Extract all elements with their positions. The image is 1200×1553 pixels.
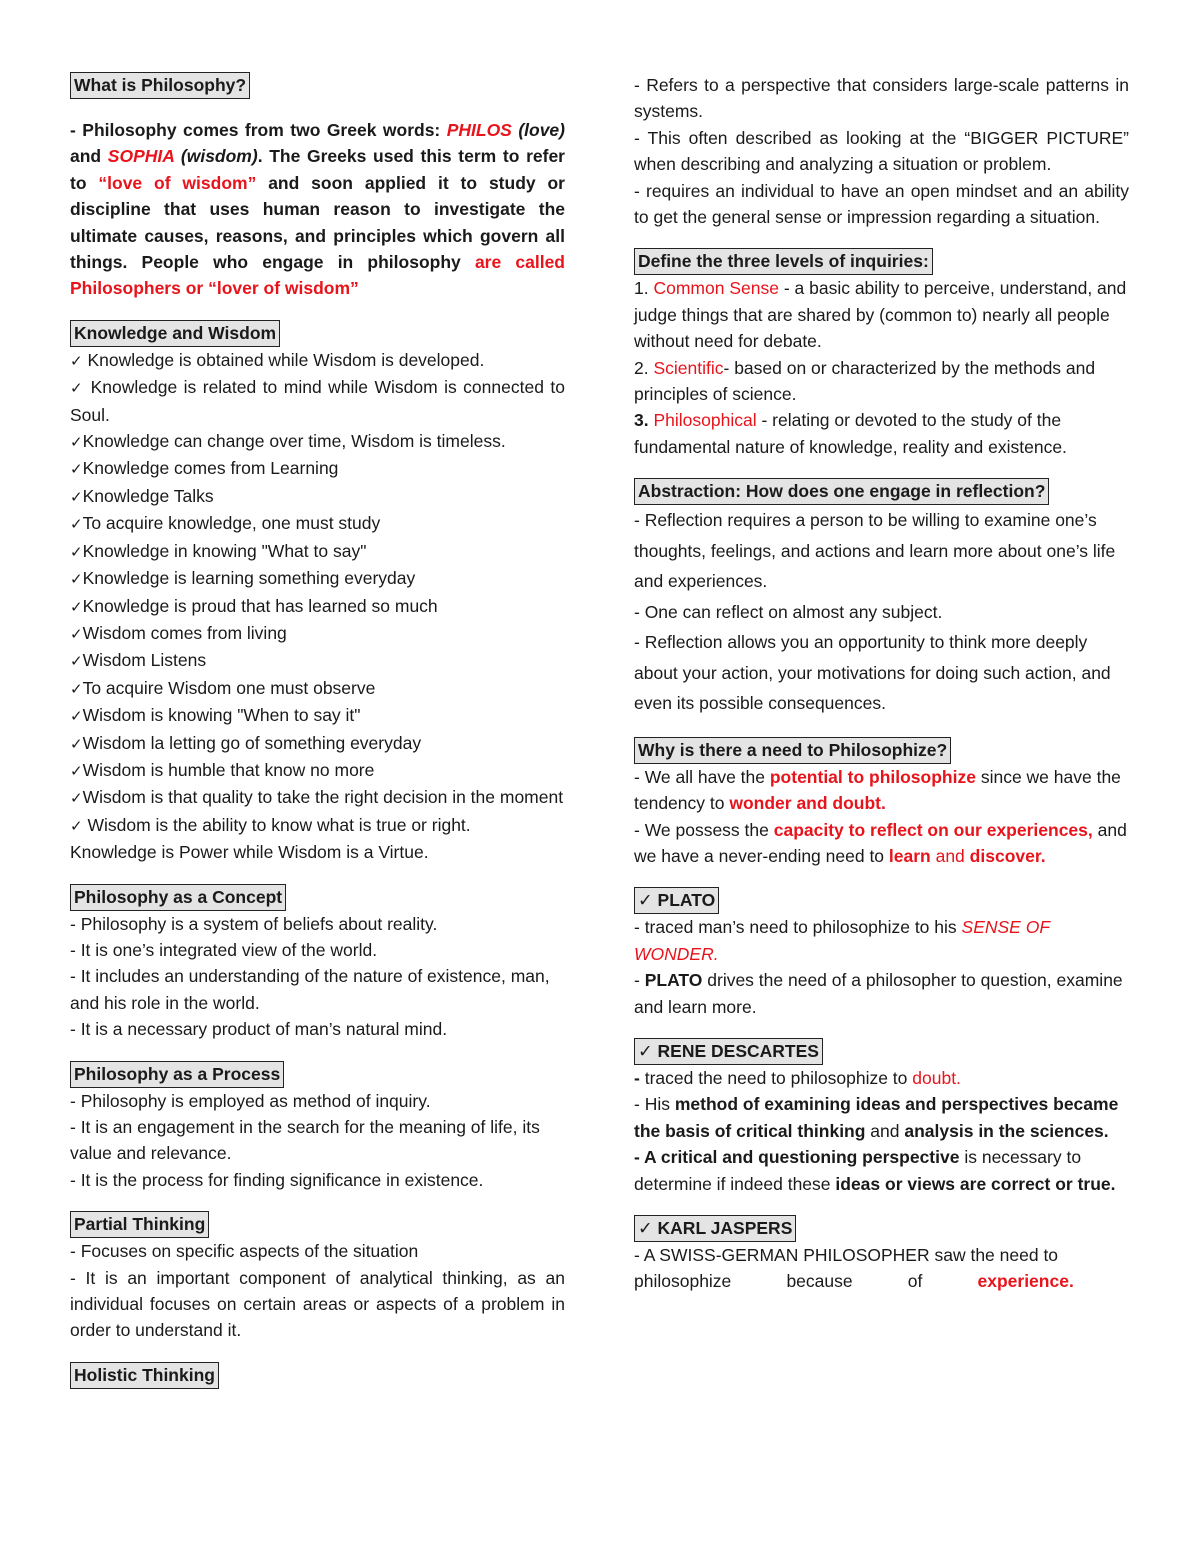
knowledge-wisdom-item: ✓Knowledge Talks	[70, 485, 214, 506]
process-line: - Philosophy is employed as method of inquiry.	[70, 1090, 431, 1111]
knowledge-wisdom-list	[70, 347, 565, 839]
level-scientific: 2. Scientific- based on or characterized by the methods and principles of science.	[634, 357, 1096, 405]
knowledge-wisdom-item: ✓Knowledge is proud that has learned so much	[70, 595, 438, 616]
knowledge-wisdom-item: ✓Wisdom comes from living	[70, 622, 287, 643]
partial-line: - It is an important component of analytical thinking, as an individual focuses on certain areas or aspects of a problem in order to understand it.	[70, 1267, 565, 1341]
knowledge-wisdom-item: ✓Knowledge can change over time, Wisdom is timeless.	[70, 431, 506, 452]
checkmark-icon: ✓	[70, 707, 83, 726]
partial-line: - Focuses on specific aspects of the situation	[70, 1241, 419, 1262]
knowledge-wisdom-item: ✓ Knowledge is related to mind while Wisdom is connected to Soul.	[70, 377, 565, 425]
checkmark-icon: ✓	[70, 789, 83, 808]
abstraction-line: - Reflection requires a person to be willing to examine one’s thoughts, feelings, and actions and learn more about one’s life and experiences.	[634, 510, 1116, 592]
checkmark-icon: ✓	[70, 816, 83, 835]
need-line: - We all have the potential to philosophize since we have the tendency to wonder and doubt.	[634, 766, 1121, 814]
knowledge-wisdom-item: ✓Wisdom la letting go of something everyday	[70, 732, 422, 753]
checkmark-icon: ✓	[70, 487, 83, 506]
checkmark-icon: ✓	[70, 379, 85, 398]
knowledge-wisdom-item: ✓ Knowledge is obtained while Wisdom is developed.	[70, 349, 485, 370]
checkmark-icon: ✓	[70, 679, 83, 698]
heading-abstraction: Abstraction: How does one engage in reflection?	[634, 478, 1049, 505]
knowledge-wisdom-item: ✓Wisdom Listens	[70, 650, 207, 671]
philosophy-definition: - Philosophy comes from two Greek words: PHILOS (love) and SOPHIA (wisdom). The Greeks used this term to refer to “love of wisdom” and soon applied it to study or discipline that uses human reason to investigate the ultimate causes, reasons, and principles which govern all things. People who engage in philosophy are called Philosophers or “lover of wisdom”	[70, 120, 566, 299]
heading-need-to-philosophize: Why is there a need to Philosophize?	[634, 737, 951, 764]
heading-holistic-thinking: Holistic Thinking	[70, 1362, 219, 1389]
checkmark-icon: ✓	[70, 734, 83, 753]
need-line: - We possess the capacity to reflect on our experiences, and we have a never-ending need to learn and discover.	[634, 819, 1127, 866]
heading-plato: ✓ PLATO	[634, 887, 719, 914]
concept-line: - Philosophy is a system of beliefs about reality.	[70, 913, 438, 934]
jaspers-line: philosophize because of experience.	[634, 1271, 1074, 1292]
descartes-line: - traced the need to philosophize to doubt.	[634, 1068, 961, 1089]
heading-descartes: ✓ RENE DESCARTES	[634, 1038, 823, 1065]
heading-three-levels: Define the three levels of inquiries:	[634, 248, 933, 275]
jaspers-line: - A SWISS-GERMAN PHILOSOPHER saw the need to	[634, 1245, 1059, 1266]
knowledge-wisdom-item: ✓Knowledge is learning something everyday	[70, 568, 416, 589]
concept-line: - It includes an understanding of the nature of existence, man, and his role in the world.	[70, 966, 550, 1013]
knowledge-wisdom-item: ✓ Wisdom is the ability to know what is true or right.	[70, 814, 471, 835]
holistic-line: - This often described as looking at the “BIGGER PICTURE” when describing and analyzing a situation or problem.	[634, 127, 1129, 175]
checkmark-icon: ✓	[70, 597, 83, 616]
checkmark-icon: ✓	[70, 542, 83, 561]
descartes-line: - A critical and questioning perspective is necessary to determine if indeed these ideas or views are correct or true.	[634, 1147, 1116, 1194]
left-column	[70, 72, 565, 1389]
philos-term: PHILOS	[446, 120, 512, 140]
knowledge-wisdom-item: ✓Knowledge in knowing "What to say"	[70, 540, 367, 561]
level-philosophical: 3. Philosophical - relating or devoted to the study of the fundamental nature of knowledge, reality and existence.	[634, 410, 1067, 457]
knowledge-wisdom-closing: Knowledge is Power while Wisdom is a Virtue.	[70, 842, 429, 863]
checkmark-icon: ✓	[70, 515, 83, 534]
checkmark-icon: ✓	[70, 761, 83, 780]
heading-philosophy-process: Philosophy as a Process	[70, 1061, 284, 1088]
plato-line: - PLATO drives the need of a philosopher to question, examine and learn more.	[634, 970, 1123, 1017]
heading-partial-thinking: Partial Thinking	[70, 1211, 209, 1238]
holistic-line: - Refers to a perspective that considers large-scale patterns in systems.	[634, 75, 1129, 122]
knowledge-wisdom-item: ✓To acquire Wisdom one must observe	[70, 677, 376, 698]
checkmark-icon: ✓	[70, 433, 83, 452]
checkmark-icon: ✓	[70, 570, 83, 589]
knowledge-wisdom-item: ✓Wisdom is that quality to take the right decision in the moment	[70, 787, 564, 808]
knowledge-wisdom-item: ✓Wisdom is knowing "When to say it"	[70, 705, 361, 726]
sophia-term: SOPHIA	[107, 146, 175, 167]
process-line: - It is the process for finding significance in existence.	[70, 1169, 484, 1190]
checkmark-icon: ✓	[70, 652, 83, 671]
abstraction-line: - Reflection allows you an opportunity to think more deeply about your action, your motivations for doing such action, and even its possible consequences.	[634, 632, 1111, 714]
heading-what-is-philosophy: What is Philosophy?	[70, 72, 250, 99]
knowledge-wisdom-item: ✓Wisdom is humble that know no more	[70, 759, 375, 780]
checkmark-icon: ✓	[70, 351, 83, 370]
knowledge-wisdom-item: ✓To acquire knowledge, one must study	[70, 513, 381, 534]
holistic-line: - requires an individual to have an open mindset and an ability to get the general sense or impression regarding a situation.	[634, 180, 1129, 228]
descartes-line: - His method of examining ideas and perspectives became the basis of critical thinking and analysis in the sciences.	[634, 1094, 1119, 1141]
knowledge-wisdom-item: ✓Knowledge comes from Learning	[70, 458, 339, 479]
checkmark-icon: ✓	[70, 460, 83, 479]
heading-knowledge-wisdom: Knowledge and Wisdom	[70, 320, 280, 347]
plato-line: - traced man’s need to philosophize to his SENSE OF WONDER.	[634, 917, 1050, 964]
concept-line: - It is one’s integrated view of the world.	[70, 939, 378, 960]
heading-karl-jaspers: ✓ KARL JASPERS	[634, 1215, 796, 1242]
abstraction-line: - One can reflect on almost any subject.	[634, 601, 943, 622]
concept-line: - It is a necessary product of man’s natural mind.	[70, 1019, 448, 1040]
level-common-sense: 1. Common Sense - a basic ability to perceive, understand, and judge things that are shared by (common to) nearly all people without need for debate.	[634, 278, 1127, 352]
heading-philosophy-concept: Philosophy as a Concept	[70, 884, 286, 911]
right-column	[634, 72, 1129, 1295]
checkmark-icon: ✓	[70, 624, 83, 643]
process-line: - It is an engagement in the search for the meaning of life, its value and relevance.	[70, 1117, 540, 1164]
